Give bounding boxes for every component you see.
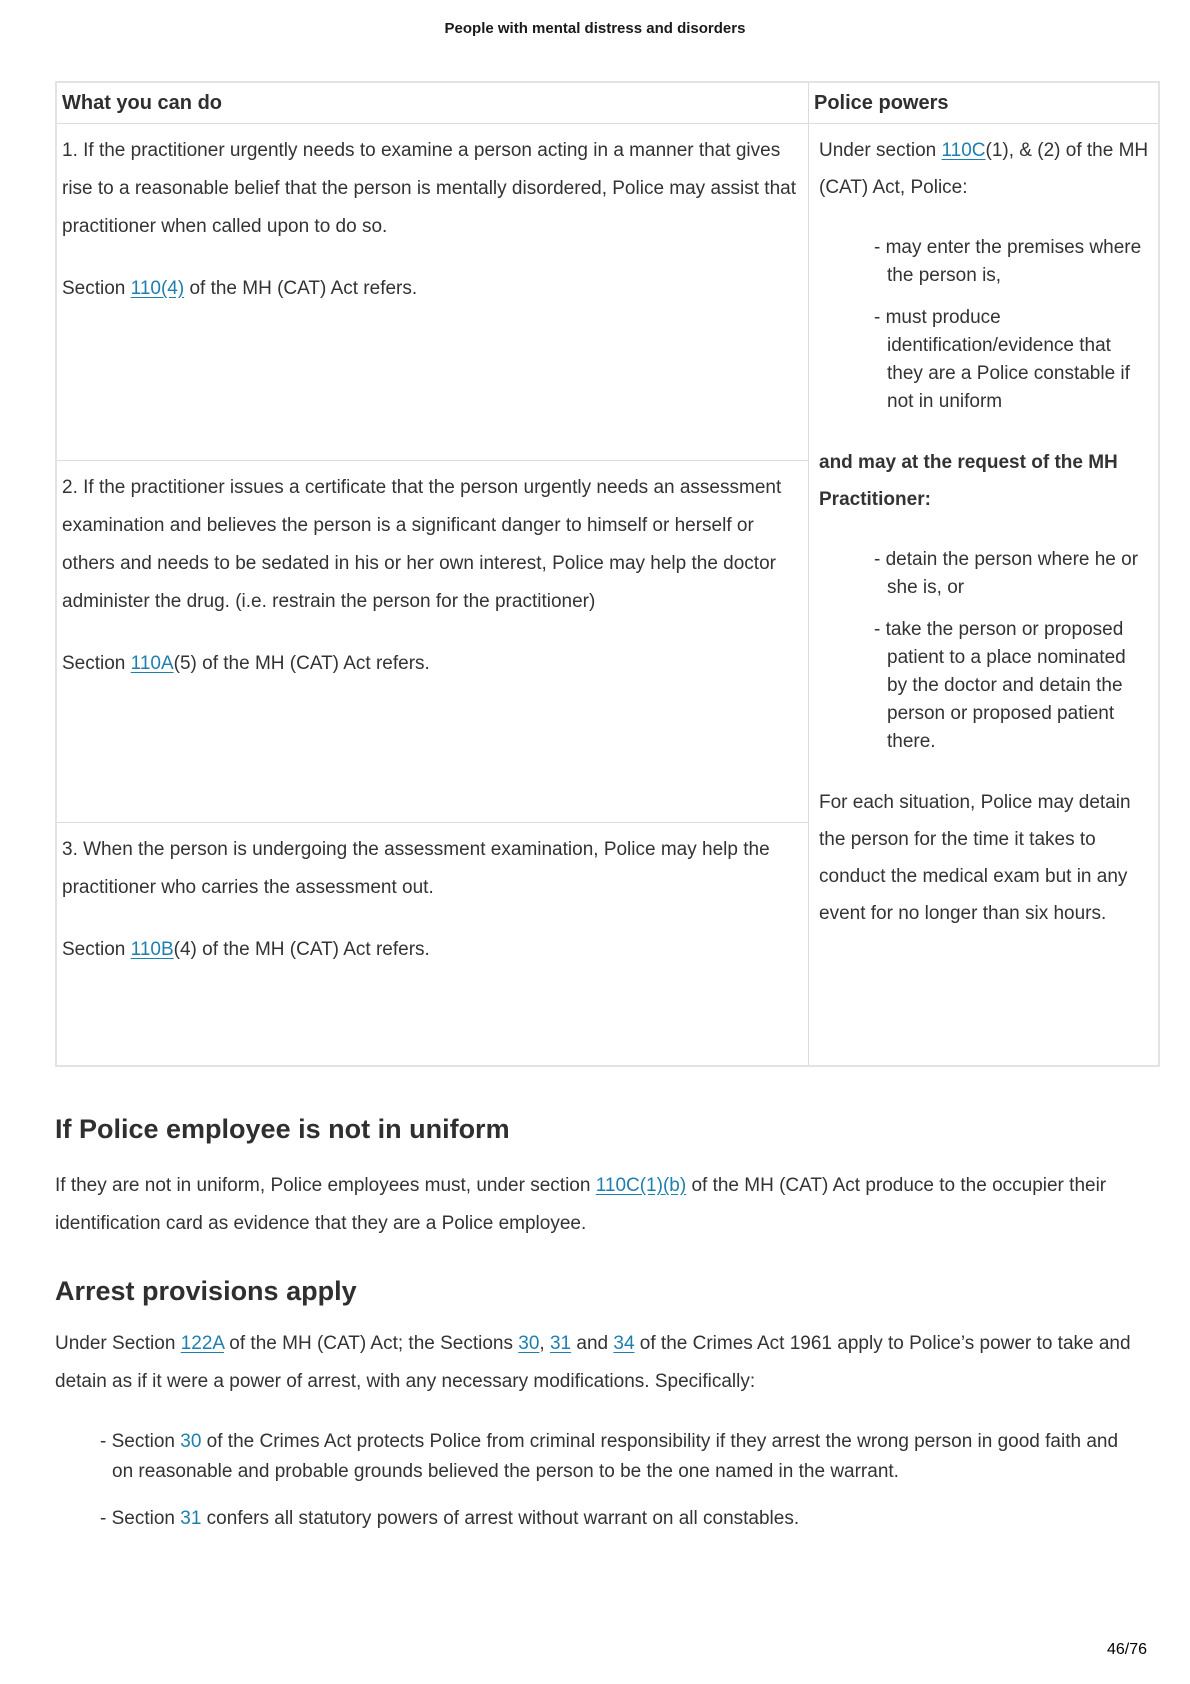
text-run: of the MH (CAT) Act; the Sections [224, 1333, 519, 1354]
text-run: Section [62, 938, 131, 960]
situation-3-text: 3. When the person is undergoing the assessment examination, Police may help the practitioner who carries the assessment out. [62, 838, 770, 898]
text-run: confers all statutory powers of arrest without warrant on all constables. [201, 1508, 800, 1529]
police-powers-intro [819, 132, 1150, 206]
list-item: - must produce identification/evidence that they are a Police constable if not in uniform [874, 307, 1130, 412]
col-header-police-powers: Police powers [809, 82, 1160, 124]
section-reference-link[interactable]: 30 [518, 1333, 540, 1354]
text-run: Section [62, 652, 131, 674]
situation-1-reference [62, 270, 800, 308]
text-run: (4) of the MH (CAT) Act refers. [173, 938, 430, 960]
section-reference-link[interactable]: 34 [613, 1333, 635, 1354]
powers-table [55, 81, 1160, 1067]
text-run: of the Crimes Act protects Police from criminal responsibility if they arrest the wrong person in good faith and on reasonable and probable grounds believed the person to be the one named in the warrant. [112, 1431, 1119, 1482]
heading-arrest-provisions: Arrest provisions apply [55, 1276, 357, 1306]
text-run: Under section [819, 140, 942, 161]
situation-2-reference [62, 645, 800, 683]
text-run: of the Crimes Act 1961 apply to Police’s power to take and detain as if it were a power of arrest, with any necessary modifications. Specifically: [55, 1333, 1131, 1392]
cell-situation-2 [56, 460, 809, 822]
bullet-section-30 [100, 1427, 1133, 1487]
text-run: of the MH (CAT) Act produce to the occupier their identification card as evidence that they are a Police employee. [55, 1175, 1107, 1234]
list-item: - may enter the premises where the person is, [874, 237, 1142, 286]
col-header-what-you-can-do: What you can do [56, 82, 809, 124]
text-run: and [571, 1333, 614, 1354]
table-row-1 [56, 124, 1159, 461]
cell-situation-1 [56, 124, 809, 461]
paragraph-arrest-provisions [55, 1325, 1133, 1401]
arrest-bullet-list [100, 1427, 1133, 1534]
section-reference-link[interactable]: 30 [180, 1431, 202, 1452]
situation-2-text: 2. If the practitioner issues a certificate that the person urgently needs an assessment examination and believes the person is a significant danger to himself or herself or others and needs to be sedated in his or her own interest, Police may help the doctor administer the drug. (i.e. restrain the person for the practitioner) [62, 476, 782, 612]
police-powers-bold-line: and may at the request of the MH Practitioner: [819, 452, 1118, 510]
section-reference-link[interactable]: 110(4) [130, 278, 185, 299]
page-number: 46/76 [1106, 1641, 1147, 1658]
section-reference-link[interactable]: 31 [549, 1333, 572, 1354]
text-run: - Section [100, 1508, 181, 1529]
cell-police-powers [809, 124, 1160, 1067]
situation-3-reference [62, 931, 800, 969]
paragraph-not-in-uniform [55, 1167, 1133, 1243]
section-reference-link[interactable]: 122A [180, 1333, 225, 1354]
section-reference-link[interactable]: 110C [941, 140, 986, 161]
police-powers-list-2 [874, 546, 1150, 756]
text-run: (1), & (2) of the MH (CAT) Act, Police: [819, 140, 1149, 198]
section-reference-link[interactable]: 110C(1)(b) [595, 1175, 687, 1196]
heading-not-in-uniform: If Police employee is not in uniform [55, 1114, 510, 1144]
situation-1-text: 1. If the practitioner urgently needs to examine a person acting in a manner that gives rise to a reasonable belief that the person is mentally disordered, Police may assist that practitioner when called upon to do so. [62, 140, 796, 237]
section-reference-link[interactable]: 110A [130, 652, 174, 674]
list-item: - detain the person where he or she is, or [874, 549, 1139, 598]
cell-situation-3 [56, 822, 809, 1066]
text-run: , [539, 1333, 550, 1354]
page-content [55, 81, 1149, 1534]
text-run: Under Section [55, 1333, 181, 1354]
text-run: of the MH (CAT) Act refers. [184, 278, 418, 299]
page-title: People with mental distress and disorders [444, 20, 746, 37]
bullet-section-31 [100, 1504, 1133, 1534]
police-powers-list-1 [874, 234, 1150, 416]
section-reference-link[interactable]: 110B [130, 938, 174, 960]
text-run: - Section [100, 1431, 181, 1452]
section-reference-link[interactable]: 31 [180, 1508, 202, 1529]
text-run: Section [62, 278, 131, 299]
table-header-row [56, 82, 1159, 124]
police-powers-outro: For each situation, Police may detain the person for the time it takes to conduct the medical exam but in any event for no longer than six hours. [819, 792, 1131, 924]
text-run: (5) of the MH (CAT) Act refers. [173, 652, 430, 674]
list-item: - take the person or proposed patient to a place nominated by the doctor and detain the person or proposed patient there. [874, 619, 1126, 752]
text-run: If they are not in uniform, Police employees must, under section [55, 1175, 596, 1196]
